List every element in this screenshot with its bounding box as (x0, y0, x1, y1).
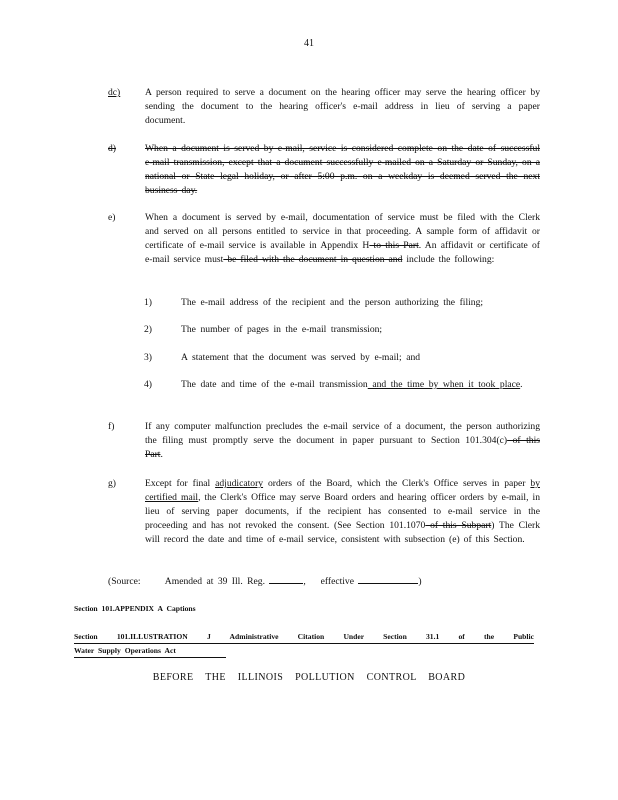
subsection-label: e) (108, 212, 116, 223)
blank-field (269, 573, 303, 584)
page-number: 41 (304, 38, 314, 49)
blank-field (358, 573, 418, 584)
source-close: ) (418, 576, 422, 587)
deleted-text: of this Part (145, 434, 540, 460)
inserted-text: adjudicatory (215, 478, 264, 489)
subsection-text: When a document is served by e-mail, service is considered complete on the date of successful e-mail transmission, except that a document successfully e-mailed on a Saturday or Sunday, on a national or State legal holiday, or after 5:00 p.m. on a weekday is deemed served the next business day. (145, 143, 540, 196)
text-run: The date and time of the e-mail transmission (181, 379, 368, 390)
text-run: , the Clerk's Office may serve Board orders and hearing officer orders by e-mail, in lieu of serving paper documents, if the recipient has consented to e-mail service in the proceeding and has not revoked the consent. (See Section 101.1070 (145, 491, 540, 531)
text-run: If any computer malfunction precludes the e-mail service of a document, the person authorizing the filing must promptly serve the document in paper pursuant to Section 101.304(c) (145, 421, 540, 446)
source-effective: effective (320, 576, 354, 587)
subsection-label: dc) (108, 87, 121, 98)
source-amended: Amended at 39 Ill. Reg. (164, 576, 265, 587)
list-item (144, 351, 540, 365)
subsection-f (108, 420, 540, 462)
subsection-text (145, 211, 540, 267)
inserted-text: by certified mail (145, 478, 540, 503)
text-run: orders of the Board, which the Clerk's Office serves in paper (263, 478, 531, 489)
source-comma: , (303, 576, 306, 587)
text-run: ) The Clerk will record the date and time of e-mail service, consistent with subsection (e) of this Section. (145, 519, 540, 545)
inserted-text: and the time by when it took place (367, 379, 521, 390)
text-run: include the following: (402, 253, 495, 265)
subsection-e (108, 211, 540, 267)
list-item-label: 2) (144, 324, 152, 335)
list-item-text (181, 378, 540, 392)
list-item (144, 323, 540, 337)
text-run: . (520, 379, 523, 390)
deleted-text: of this Subpart (425, 519, 492, 531)
underline-rule (74, 657, 226, 658)
deleted-text: be filed with the document in question and (223, 253, 403, 265)
list-item (144, 296, 540, 310)
subsection-label: f) (108, 421, 115, 432)
list-item (144, 378, 540, 392)
section-heading-illustration-j-cont: Water Supply Operations Act (74, 646, 176, 655)
subsection-label: d) (108, 143, 116, 154)
underline-rule (74, 643, 534, 644)
source-note (108, 573, 422, 589)
list-item-text: The e-mail address of the recipient and the person authorizing the filing; (181, 297, 484, 308)
text-run: . An affidavit or certificate of e-mail service must (145, 239, 540, 265)
text-run: When a document is served by e-mail, documentation of service must be filed with the Clerk and served on all persons entitled to service in that proceeding. A sample form of affidavit or certificate of e-mail service is available in Appendix H (145, 212, 540, 251)
subsection-text (145, 420, 540, 462)
subsection-g (108, 477, 540, 547)
board-caption: BEFORE THE ILLINOIS POLLUTION CONTROL BOARD (152, 672, 466, 683)
subsection-dc (108, 86, 540, 128)
source-open: (Source: (108, 576, 141, 587)
deleted-text: to this Part (369, 239, 419, 251)
list-item-label: 3) (144, 352, 152, 363)
list-item-text: A statement that the document was served by e-mail; and (181, 352, 421, 363)
section-heading-appendix-a: Section 101.APPENDIX A Captions (74, 604, 196, 613)
list-item-label: 4) (144, 379, 152, 390)
text-run: Except for final (145, 478, 216, 489)
text-run: . (160, 448, 163, 460)
subsection-text (145, 477, 540, 547)
section-heading-illustration-j: Section 101.ILLUSTRATION J Administrative Citation Under Section 31.1 of the Public (74, 632, 534, 641)
list-item-label: 1) (144, 297, 152, 308)
list-item-text: The number of pages in the e-mail transmission; (181, 324, 383, 335)
subsection-d-deleted (108, 142, 540, 198)
subsection-label: g) (108, 478, 116, 489)
subsection-text: A person required to serve a document on the hearing officer may serve the hearing officer by sending the document to the hearing officer's e-mail address in lieu of serving a paper document. (145, 87, 540, 126)
